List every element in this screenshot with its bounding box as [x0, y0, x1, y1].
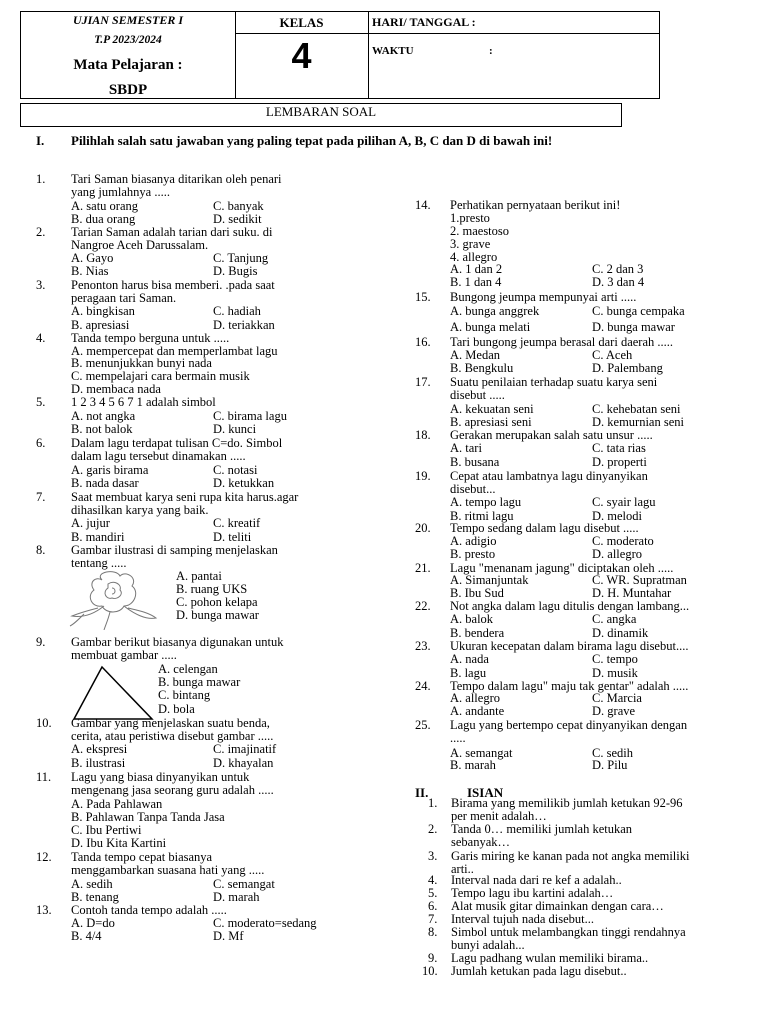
header-table: [20, 11, 660, 99]
answer-option-a: A. not angka: [71, 409, 136, 423]
answer-option-b: B. not balok: [71, 422, 133, 436]
answer-option-d: D. kunci: [213, 422, 257, 436]
rose-illustration: [64, 566, 160, 630]
answer-option-c: C. WR. Supratman: [592, 573, 687, 587]
question-text: 2. maestoso: [450, 224, 510, 238]
answer-option-c: C. tata rias: [592, 441, 646, 455]
isian-text: per menit adalah…: [451, 809, 547, 823]
question-text: disebut .....: [450, 388, 505, 402]
question-text: Tanda tempo cepat biasanya: [71, 850, 213, 864]
answer-option-c: C. imajinatif: [213, 742, 277, 756]
answer-option-d: D. marah: [213, 890, 260, 904]
question-number: 24.: [415, 679, 431, 693]
question-number: 7.: [36, 490, 46, 504]
day-label: HARI/ TANGGAL :: [372, 15, 476, 29]
question-number: 6.: [36, 436, 46, 450]
question-text: .....: [450, 731, 466, 745]
answer-option-b: B. Nias: [71, 264, 109, 278]
question-text: 3. grave: [450, 237, 491, 251]
answer-option-c: C. tempo: [592, 652, 638, 666]
answer-option-b: B. Pahlawan Tanpa Tanda Jasa: [71, 810, 225, 824]
answer-option-c: C. Marcia: [592, 691, 642, 705]
answer-option-a: A. allegro: [450, 691, 500, 705]
question-text: Tari bungong jeumpa berasal dari daerah .....: [450, 335, 673, 349]
question-text: cerita, atau peristiwa disebut gambar .....: [71, 729, 274, 743]
answer-option-c: C. hadiah: [213, 304, 261, 318]
answer-option-a: A. ekspresi: [71, 742, 128, 756]
answer-option-d: D. teliti: [213, 530, 252, 544]
question-text: Tarian Saman adalah tarian dari suku. di: [71, 225, 273, 239]
answer-option-d: D. Pilu: [592, 758, 628, 772]
answer-option-c: C. Tanjung: [213, 251, 269, 265]
isian-text: Jumlah ketukan pada lagu disebut..: [451, 964, 627, 978]
isian-text: bunyi adalah...: [451, 938, 525, 952]
question-text: Ukuran kecepatan dalam birama lagu disebut....: [450, 639, 689, 653]
answer-option-a: A. balok: [450, 612, 494, 626]
answer-option-d: D. sedikit: [213, 212, 262, 226]
answer-option-a: A. satu orang: [71, 199, 138, 213]
isian-text: Birama yang memilikib jumlah ketukan 92-96: [451, 796, 683, 810]
subject-label: Mata Pelajaran :: [73, 57, 183, 73]
school-year: T.P 2023/2024: [94, 34, 162, 46]
section-2-number: II.: [415, 785, 429, 800]
isian-text: Tanda 0… memiliki jumlah ketukan: [451, 822, 633, 836]
answer-option-b: B. bunga mawar: [158, 675, 241, 689]
answer-option-d: D. H. Muntahar: [592, 586, 672, 600]
answer-option-d: D. membaca nada: [71, 382, 161, 396]
question-number: 19.: [415, 469, 431, 483]
question-number: 15.: [415, 290, 431, 304]
question-text: Not angka dalam lagu ditulis dengan lambang...: [450, 599, 690, 613]
isian-text: arti..: [451, 862, 474, 876]
answer-option-b: B. marah: [450, 758, 496, 772]
question-text: membuat gambar .....: [71, 648, 177, 662]
answer-option-b: B. ilustrasi: [71, 756, 126, 770]
answer-option-c: C. moderato=sedang: [213, 916, 317, 930]
question-number: 5.: [36, 395, 46, 409]
answer-option-c: C. banyak: [213, 199, 264, 213]
answer-option-b: B. bendera: [450, 626, 505, 640]
question-text: Suatu penilaian terhadap suatu karya seni: [450, 375, 658, 389]
answer-option-a: A. Medan: [450, 348, 500, 362]
isian-text: Interval nada dari re kef a adalah..: [451, 873, 622, 887]
answer-option-b: B. 4/4: [71, 929, 102, 943]
answer-option-d: D. properti: [592, 455, 647, 469]
answer-option-b: B. Bengkulu: [450, 361, 514, 375]
exam-title: UJIAN SEMESTER I: [72, 13, 184, 27]
question-number: 23.: [415, 639, 431, 653]
answer-option-a: A. Pada Pahlawan: [71, 797, 163, 811]
question-text: Dalam lagu terdapat tulisan C=do. Simbol: [71, 436, 283, 450]
answer-option-b: B. busana: [450, 455, 500, 469]
answer-option-a: A. sedih: [71, 877, 113, 891]
answer-option-d: D. Ibu Kita Kartini: [71, 836, 167, 850]
answer-option-c: C. notasi: [213, 463, 258, 477]
answer-option-b: B. nada dasar: [71, 476, 139, 490]
question-text: Tanda tempo berguna untuk .....: [71, 331, 230, 345]
isian-number: 3.: [428, 849, 438, 863]
question-number: 14.: [415, 198, 431, 212]
answer-option-a: A. mempercepat dan memperlambat lagu: [71, 344, 278, 358]
answer-option-d: D. dinamik: [592, 626, 649, 640]
header-divider: [235, 33, 659, 34]
answer-option-c: C. 2 dan 3: [592, 262, 644, 276]
question-text: mengenang jasa seorang guru adalah .....: [71, 783, 274, 797]
isian-text: Lagu padhang wulan memiliki birama..: [451, 951, 649, 965]
isian-number: 2.: [428, 822, 438, 836]
question-number: 17.: [415, 375, 431, 389]
question-number: 22.: [415, 599, 431, 613]
answer-option-c: C. pohon kelapa: [176, 595, 258, 609]
answer-option-b: B. apresiasi seni: [450, 415, 532, 429]
isian-number: 10.: [422, 964, 438, 978]
answer-option-c: C. moderato: [592, 534, 654, 548]
answer-option-d: D. teriakkan: [213, 318, 275, 332]
answer-option-a: A. D=do: [71, 916, 115, 930]
answer-option-a: A. bunga anggrek: [450, 304, 540, 318]
section-1-number: I.: [36, 133, 45, 148]
question-text: Tari Saman biasanya ditarikan oleh penari: [71, 172, 282, 186]
isian-text: Interval tujuh nada disebut...: [451, 912, 595, 926]
question-text: 1.presto: [450, 211, 490, 225]
time-label: WAKTU: [372, 45, 414, 57]
answer-option-b: B. ruang UKS: [176, 582, 248, 596]
answer-option-a: A. tari: [450, 441, 482, 455]
answer-option-d: D. Bugis: [213, 264, 258, 278]
answer-option-a: A. bingkisan: [71, 304, 135, 318]
answer-option-c: C. angka: [592, 612, 637, 626]
answer-option-a: A. garis birama: [71, 463, 149, 477]
answer-option-b: B. mandiri: [71, 530, 125, 544]
answer-option-c: C. syair lagu: [592, 495, 656, 509]
sheet-title: LEMBARAN SOAL: [20, 103, 622, 127]
question-text: Lagu yang biasa dinyanyikan untuk: [71, 770, 250, 784]
answer-option-b: B. Ibu Sud: [450, 586, 504, 600]
answer-option-b: B. menunjukkan bunyi nada: [71, 356, 212, 370]
question-text: tentang .....: [71, 556, 127, 570]
question-text: Gambar berikut biasanya digunakan untuk: [71, 635, 284, 649]
question-text: 1 2 3 4 5 6 7 1 adalah simbol: [71, 395, 216, 409]
answer-option-d: D. Mf: [213, 929, 244, 943]
question-text: Gambar ilustrasi di samping menjelaskan: [71, 543, 278, 557]
answer-option-a: A. celengan: [158, 662, 218, 676]
question-number: 25.: [415, 718, 431, 732]
answer-option-a: A. pantai: [176, 569, 222, 583]
answer-option-d: D. musik: [592, 666, 638, 680]
question-number: 11.: [36, 770, 52, 784]
question-text: menggambarkan suasana hati yang .....: [71, 863, 265, 877]
question-text: 4. allegro: [450, 250, 498, 264]
isian-text: Garis miring ke kanan pada not angka memiliki: [451, 849, 690, 863]
question-text: dihasilkan karya yang baik.: [71, 503, 209, 517]
question-number: 20.: [415, 521, 431, 535]
answer-option-c: C. birama lagu: [213, 409, 287, 423]
answer-option-a: A. tempo lagu: [450, 495, 522, 509]
answer-option-d: D. 3 dan 4: [592, 275, 645, 289]
answer-option-c: C. mempelajari cara bermain musik: [71, 369, 250, 383]
question-number: 8.: [36, 543, 46, 557]
question-number: 16.: [415, 335, 431, 349]
isian-number: 5.: [428, 886, 438, 900]
answer-option-d: D. melodi: [592, 509, 642, 523]
question-text: yang jumlahnya .....: [71, 185, 170, 199]
question-number: 9.: [36, 635, 46, 649]
answer-option-d: D. Palembang: [592, 361, 663, 375]
isian-text: Alat musik gitar dimainkan dengan cara…: [451, 899, 664, 913]
answer-option-d: D. bunga mawar: [176, 608, 259, 622]
question-number: 3.: [36, 278, 46, 292]
answer-option-b: B. lagu: [450, 666, 487, 680]
answer-option-a: A. semangat: [450, 746, 513, 760]
triangle-drawing: [72, 665, 154, 721]
answer-option-a: A. Gayo: [71, 251, 114, 265]
question-text: Gerakan merupakan salah satu unsur .....: [450, 428, 653, 442]
subject-name: SBDP: [108, 82, 148, 98]
answer-option-a: A. 1 dan 2: [450, 262, 503, 276]
question-number: 12.: [36, 850, 52, 864]
answer-option-c: C. bunga cempaka: [592, 304, 685, 318]
answer-option-b: A. bunga melati: [450, 320, 531, 334]
question-text: Saat membuat karya seni rupa kita harus.agar: [71, 490, 299, 504]
class-label: KELAS: [279, 15, 324, 30]
question-text: Lagu yang bertempo cepat dinyanyikan dengan: [450, 718, 688, 732]
question-number: 10.: [36, 716, 52, 730]
answer-option-b: B. dua orang: [71, 212, 136, 226]
question-text: dalam lagu tersebut dinamakan .....: [71, 449, 246, 463]
isian-text: Simbol untuk melambangkan tinggi rendahnya: [451, 925, 686, 939]
answer-option-d: D. grave: [592, 704, 636, 718]
isian-number: 9.: [428, 951, 438, 965]
question-number: 2.: [36, 225, 46, 239]
isian-number: 7.: [428, 912, 438, 926]
answer-option-c: C. semangat: [213, 877, 275, 891]
answer-option-c: C. bintang: [158, 688, 211, 702]
answer-option-c: C. Aceh: [592, 348, 633, 362]
answer-option-d: D. allegro: [592, 547, 642, 561]
answer-option-b: B. tenang: [71, 890, 119, 904]
answer-option-d: D. bola: [158, 702, 195, 716]
answer-option-b: B. presto: [450, 547, 496, 561]
question-text: Tempo sedang dalam lagu disebut .....: [450, 521, 639, 535]
answer-option-a: A. Simanjuntak: [450, 573, 529, 587]
answer-option-b: B. ritmi lagu: [450, 509, 514, 523]
isian-text: Tempo lagu ibu kartini adalah…: [451, 886, 614, 900]
section-2-title: ISIAN: [467, 785, 504, 800]
question-number: 21.: [415, 561, 431, 575]
answer-option-c: C. kreatif: [213, 516, 261, 530]
answer-option-d: D. kemurnian seni: [592, 415, 684, 429]
question-text: Gambar yang menjelaskan suatu benda,: [71, 716, 270, 730]
isian-number: 1.: [428, 796, 438, 810]
question-text: disebut...: [450, 482, 496, 496]
answer-option-a: A. adigio: [450, 534, 497, 548]
question-text: Contoh tanda tempo adalah .....: [71, 903, 227, 917]
question-number: 18.: [415, 428, 431, 442]
isian-number: 8.: [428, 925, 438, 939]
question-text: Lagu "menanam jagung" diciptakan oleh .....: [450, 561, 674, 575]
question-text: Tempo dalam lagu" maju tak gentar" adalah .....: [450, 679, 689, 693]
time-colon: :: [489, 45, 493, 57]
question-number: 13.: [36, 903, 52, 917]
question-number: 1.: [36, 172, 46, 186]
answer-option-b: B. 1 dan 4: [450, 275, 502, 289]
answer-option-b: A. andante: [450, 704, 505, 718]
question-text: Penonton harus bisa memberi. .pada saat: [71, 278, 275, 292]
question-text: Bungong jeumpa mempunyai arti .....: [450, 290, 637, 304]
answer-option-a: A. kekuatan seni: [450, 402, 534, 416]
section-1-instruction: Pilihlah salah satu jawaban yang paling tepat pada pilihan A, B, C dan D di bawah ini!: [71, 133, 553, 148]
answer-option-a: A. jujur: [71, 516, 110, 530]
answer-option-c: C. sedih: [592, 746, 633, 760]
isian-number: 6.: [428, 899, 438, 913]
answer-option-c: C. kehebatan seni: [592, 402, 681, 416]
header-class-cell: [235, 12, 369, 98]
header-exam-cell: [21, 12, 236, 98]
question-number: 4.: [36, 331, 46, 345]
answer-option-a: A. nada: [450, 652, 489, 666]
answer-option-d: D. ketukkan: [213, 476, 275, 490]
answer-option-d: D. khayalan: [213, 756, 274, 770]
question-text: Nangroe Aceh Darussalam.: [71, 238, 209, 252]
header-date-cell: [369, 12, 659, 98]
question-text: peragaan tari Saman.: [71, 291, 177, 305]
answer-option-b: B. apresiasi: [71, 318, 130, 332]
question-text: Perhatikan pernyataan berikut ini!: [450, 198, 621, 212]
answer-option-d: D. bunga mawar: [592, 320, 675, 334]
class-value: 4: [291, 35, 312, 76]
question-text: Cepat atau lambatnya lagu dinyanyikan: [450, 469, 648, 483]
isian-number: 4.: [428, 873, 438, 887]
answer-option-c: C. Ibu Pertiwi: [71, 823, 142, 837]
isian-text: sebanyak…: [451, 835, 511, 849]
